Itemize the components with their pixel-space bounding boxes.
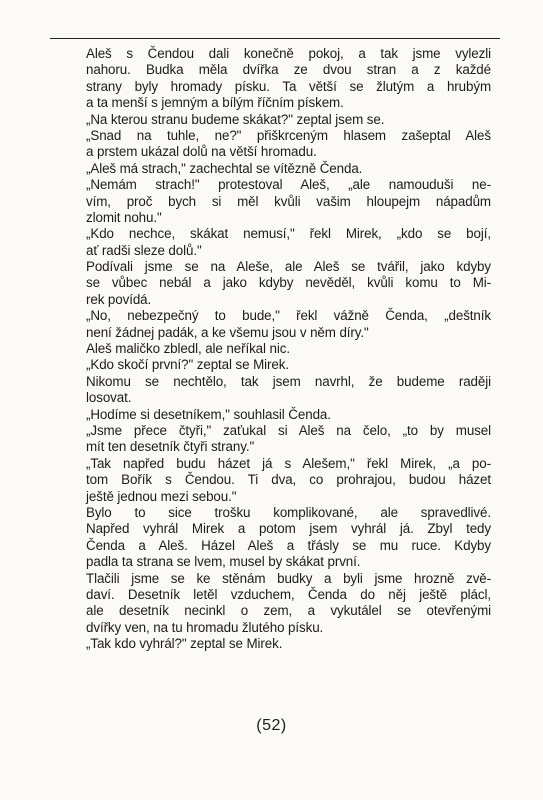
text-line: „Na kterou stranu budeme skákat?" zeptal jsem se. (86, 111, 385, 127)
text-line: Čenda a Aleš. Házel Aleš a třásly se mu ruce. Kdyby (86, 537, 491, 553)
page-number: (52) (256, 717, 287, 734)
text-line: Napřed vyhrál Mirek a potom jsem vyhrál já. Zbyl tedy (86, 521, 491, 537)
text-line: ale desetník necinkl o zem, a vykutálel se otevřenými (86, 603, 491, 619)
text-line: Nikomu se nechtělo, tak jsem navrhl, že budeme raději (86, 373, 491, 389)
text-line: tom Bořík s Čendou. Ti dva, co prohrajou, budou házet (86, 472, 491, 488)
text-line: Bylo to sice trošku komplikované, ale spravedlivé. (86, 504, 491, 520)
text-line: daví. Desetník letěl vzduchem, Čenda do něj ještě plácl, (86, 586, 491, 602)
text-line: losovat. (86, 390, 132, 406)
text-line: „Tak napřed budu házet já s Alešem," řekl Mirek, „a po- (86, 455, 491, 471)
text-line: „Kdo nechce, skákat nemusí," řekl Mirek, „kdo se bojí, (86, 226, 491, 242)
text-line: rek povídá. (86, 291, 152, 307)
text-line: padla ta strana se lvem, musel by skákat první. (86, 554, 361, 570)
text-line: ať radši sleze dolů." (86, 242, 202, 258)
text-line: zlomit nohu." (86, 209, 162, 225)
text-line: „Jsme přece čtyři," zaťukal si Aleš na čelo, „to by musel (86, 422, 491, 438)
text-line: mít ten desetník čtyři strany." (86, 439, 255, 455)
text-line: strany byly hromady písku. Ta větší se žlutým a hrubým (86, 78, 491, 94)
text-line: „Nemám strach!" protestoval Aleš, „ale namouduši ne- (86, 177, 491, 193)
text-line: „Tak kdo vyhrál?" zeptal se Mirek. (86, 636, 283, 652)
text-line: „Aleš má strach," zachechtal se vítězně Čenda. (86, 160, 363, 176)
text-line: Podívali jsme se na Aleše, ale Aleš se tvářil, jako kdyby (86, 259, 491, 275)
text-line: není žádnej padák, a ke všemu jsou v něm díry." (86, 324, 369, 340)
text-body (86, 46, 491, 652)
text-line: ještě jednou mezi sebou." (86, 488, 237, 504)
text-line: „Hodíme si desetníkem," souhlasil Čenda. (86, 406, 331, 422)
text-line: „No, nebezpečný to bude," řekl vážně Čenda, „deštník (86, 308, 491, 324)
text-line: a prstem ukázal dolů na větší hromadu. (86, 144, 317, 160)
text-line: dvířky ven, na tu hromadu žlutého písku. (86, 619, 324, 635)
text-line: Aleš maličko zbledl, ale neříkal nic. (86, 341, 290, 357)
text-line: Tlačili jsme se ke stěnám budky a byli jsme hrozně zvě- (86, 570, 491, 586)
text-line: se vůbec nebál a jako kdyby nevěděl, kvůli komu to Mi- (86, 275, 491, 291)
text-line: vím, proč bych si měl kvůli vašim hloupejm nápadům (86, 193, 491, 209)
text-line: nahoru. Budka měla dvířka ze dvou stran a z každé (86, 62, 491, 78)
text-line: a ta menší s jemným a bílým říčním pískem. (86, 95, 344, 111)
text-line: Aleš s Čendou dali konečně pokoj, a tak jsme vylezli (86, 46, 491, 61)
text-line: „Kdo skočí první?" zeptal se Mirek. (86, 357, 289, 373)
top-rule (50, 38, 500, 39)
text-line: „Snad na tuhle, ne?" přiškrceným hlasem zašeptal Aleš (86, 127, 491, 143)
